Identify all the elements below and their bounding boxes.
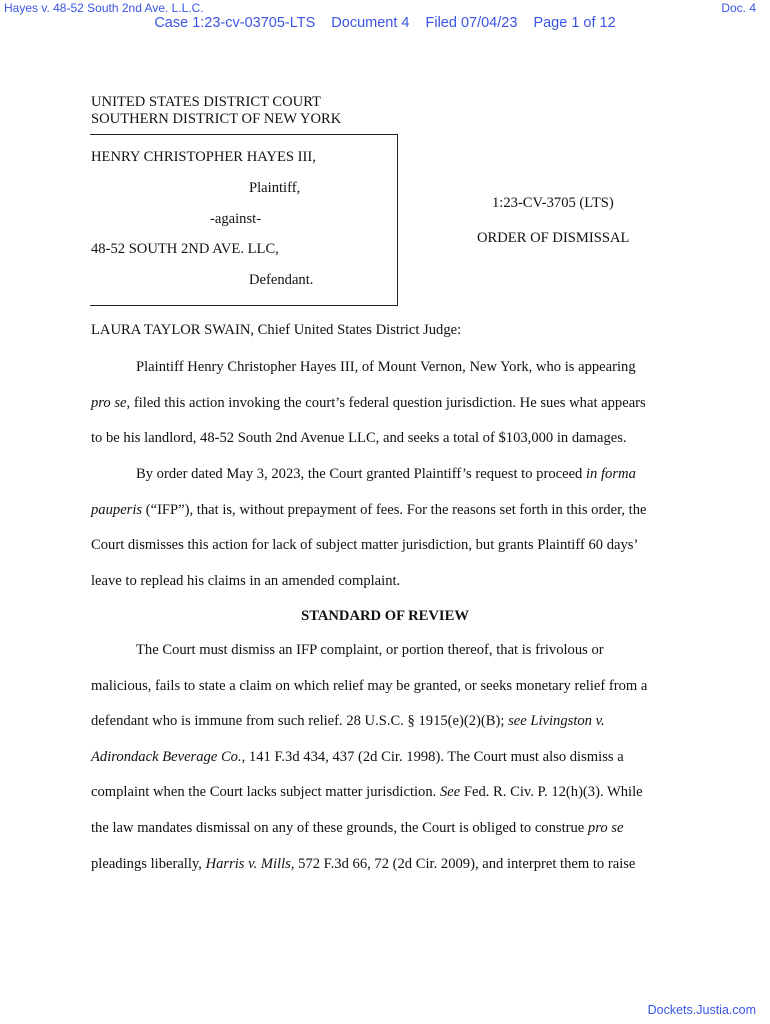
p3-line-5-text: complaint when the Court lacks subject matter jurisdiction.	[91, 784, 440, 801]
p3-line-7-rest: , 572 F.3d 66, 72 (2d Cir. 2009), and interpret them to raise	[290, 855, 636, 872]
case-title-stamp: Hayes v. 48-52 South 2nd Ave. L.L.C.	[4, 1, 204, 15]
p3-line-6	[91, 811, 671, 847]
defendant-role: Defendant.	[249, 272, 314, 288]
p3-line-6-text: the law mandates dismissal on any of these grounds, the Court is obliged to construe	[91, 819, 588, 836]
court-line-2: SOUTHERN DISTRICT OF NEW YORK	[91, 111, 342, 127]
plaintiff-role: Plaintiff,	[249, 180, 301, 196]
p1-line-2	[91, 386, 671, 422]
justia-footer-link[interactable]: Dockets.Justia.com	[647, 1003, 756, 1017]
pro-se-italic: pro se	[91, 394, 127, 411]
docket-number: 1:23-CV-3705 (LTS)	[492, 195, 614, 211]
case-header-stamp	[0, 15, 770, 31]
case-name-italic: Adirondack Beverage Co.	[91, 748, 242, 765]
paragraph-1	[91, 350, 671, 457]
p1-line-2-text: , filed this action invoking the court’s federal question jurisdiction. He sues what appears	[126, 394, 646, 411]
p2-line-1	[91, 457, 671, 493]
court-name	[91, 94, 341, 128]
p3-line-5-rest: Fed. R. Civ. P. 12(h)(3). While	[460, 784, 643, 801]
filed-date: Filed 07/04/23	[425, 15, 518, 31]
court-line-1: UNITED STATES DISTRICT COURT	[91, 94, 321, 110]
p3-line-3	[91, 704, 671, 740]
p3-line-4	[91, 740, 671, 776]
plaintiff-name: HENRY CHRISTOPHER HAYES III,	[91, 149, 316, 165]
order-title: ORDER OF DISMISSAL	[477, 230, 630, 246]
defendant-name: 48-52 SOUTH 2ND AVE. LLC,	[91, 241, 279, 257]
p2-line-2	[91, 493, 671, 529]
harris-italic: Harris v. Mills	[205, 855, 291, 872]
p1-line-1: Plaintiff Henry Christopher Hayes III, of Mount Vernon, New York, who is appearing	[136, 359, 636, 375]
p3-line-2: malicious, fails to state a claim on which relief may be granted, or seeks monetary relief from a	[91, 677, 648, 694]
pro-se-italic-2: pro se	[587, 819, 624, 836]
judge-line: LAURA TAYLOR SWAIN, Chief United States District Judge:	[91, 322, 462, 338]
citation-italic: see Livingston v.	[508, 713, 605, 730]
p3-line-1: The Court must dismiss an IFP complaint, or portion thereof, that is frivolous or	[136, 642, 604, 658]
paragraph-3	[91, 633, 671, 882]
p3-line-4-text: , 141 F.3d 434, 437 (2d Cir. 1998). The Court must also dismiss a	[241, 748, 624, 765]
p2-line-3: Court dismisses this action for lack of subject matter jurisdiction, but grants Plaintiff 60 days’	[91, 537, 639, 554]
p3-line-7	[91, 847, 671, 883]
section-heading: STANDARD OF REVIEW	[301, 608, 469, 624]
paragraph-2	[91, 457, 671, 599]
p3-line-5	[91, 775, 671, 811]
p2-line-2-text: (“IFP”), that is, without prepayment of fees. For the reasons set forth in this order, the	[142, 501, 647, 518]
p2-line-4: leave to replead his claims in an amended complaint.	[91, 572, 401, 589]
p1-line-3: to be his landlord, 48-52 South 2nd Avenue LLC, and seeks a total of $103,000 in damages.	[91, 430, 627, 447]
p3-line-3-text: defendant who is immune from such relief. 28 U.S.C. § 1915(e)(2)(B);	[91, 713, 509, 730]
p3-line-7-text: pleadings liberally,	[91, 855, 206, 872]
p2-line-1-text: By order dated May 3, 2023, the Court granted Plaintiff’s request to proceed	[136, 466, 586, 482]
against-label: -against-	[210, 211, 262, 227]
doc-number-stamp: Doc. 4	[721, 1, 756, 15]
pauperis-italic: pauperis	[91, 501, 143, 518]
document-number: Document 4	[331, 15, 410, 31]
case-number: Case 1:23-cv-03705-LTS	[154, 15, 316, 31]
see-italic: See	[439, 784, 461, 801]
in-forma-italic: in forma	[586, 466, 636, 482]
page-indicator: Page 1 of 12	[533, 15, 616, 31]
